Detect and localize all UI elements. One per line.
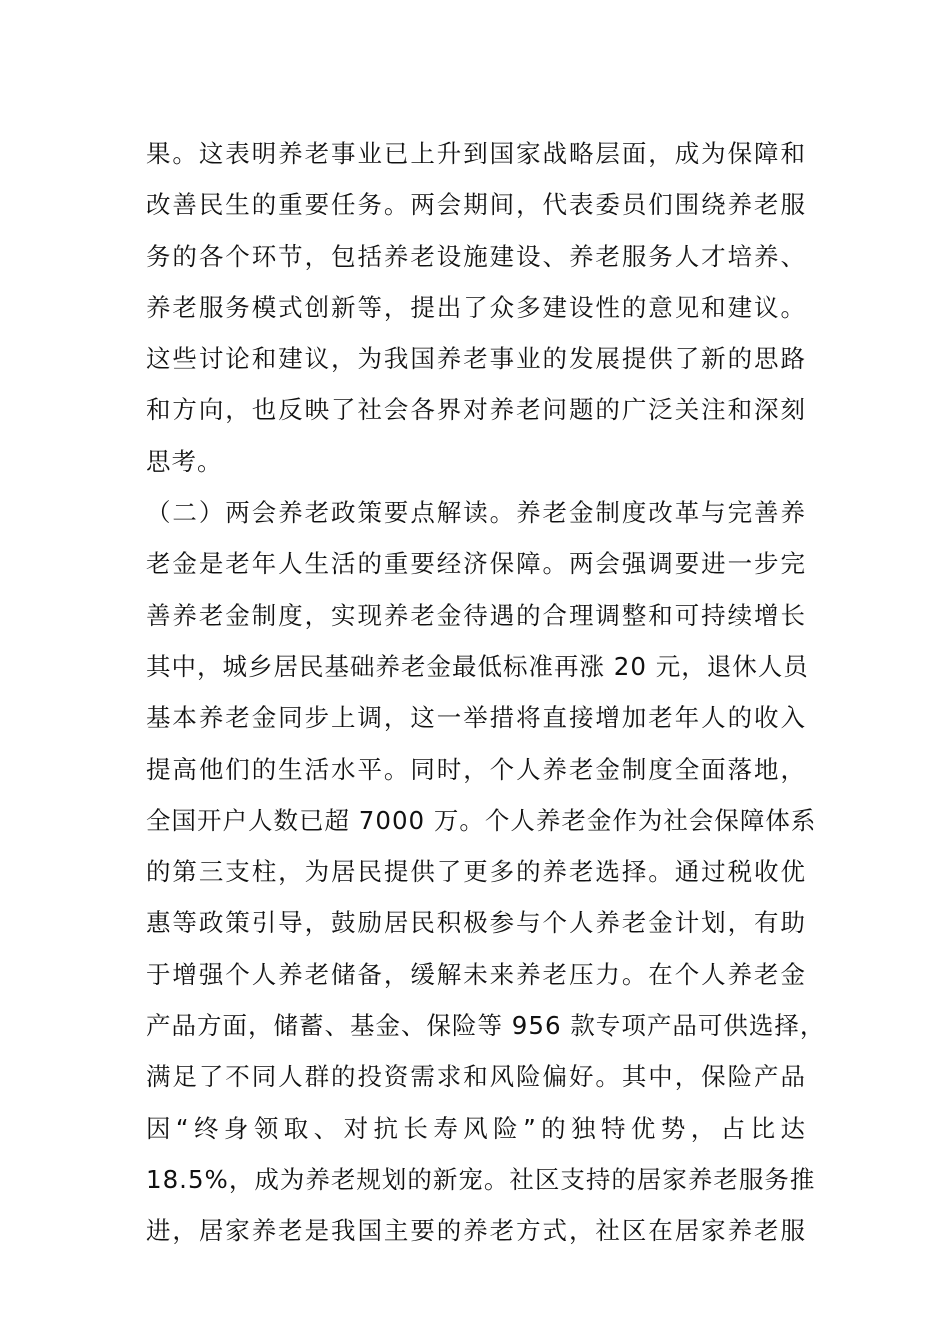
body-text xyxy=(146,128,826,1257)
text-line: 的第三支柱，为居民提供了更多的养老选择。通过税收优 xyxy=(146,857,806,887)
text-line: 善养老金制度，实现养老金待遇的合理调整和可持续增长 xyxy=(146,600,806,630)
section-heading-line: （二）两会养老政策要点解读。养老金制度改革与完善养 xyxy=(146,498,806,528)
text-line: 于增强个人养老储备，缓解未来养老压力。在个人养老金 xyxy=(146,959,806,989)
text-line: 因“终身领取、对抗长寿风险”的独特优势，占比达 xyxy=(146,1113,806,1143)
text-line: 满足了不同人群的投资需求和风险偏好。其中，保险产品 xyxy=(146,1062,806,1092)
text-line: 养老服务模式创新等，提出了众多建设性的意见和建议。 xyxy=(146,292,806,322)
text-line: 全国开户人数已超 7000 万。个人养老金作为社会保障体系 xyxy=(146,805,817,835)
text-line: 基本养老金同步上调，这一举措将直接增加老年人的收入 xyxy=(146,703,806,733)
text-line: 进，居家养老是我国主要的养老方式，社区在居家养老服 xyxy=(146,1216,806,1246)
text-line: 提高他们的生活水平。同时，个人养老金制度全面落地， xyxy=(146,754,806,784)
text-line: 这些讨论和建议，为我国养老事业的发展提供了新的思路 xyxy=(146,344,806,374)
text-line: 18.5%，成为养老规划的新宠。社区支持的居家养老服务推 xyxy=(146,1164,816,1194)
text-line: 果。这表明养老事业已上升到国家战略层面，成为保障和 xyxy=(146,139,806,168)
text-line: 老金是老年人生活的重要经济保障。两会强调要进一步完 xyxy=(146,549,806,579)
text-line: 改善民生的重要任务。两会期间，代表委员们围绕养老服 xyxy=(146,190,806,220)
text-line: 其中，城乡居民基础养老金最低标准再涨 20 元，退休人员 xyxy=(146,651,809,681)
text-line: 和方向，也反映了社会各界对养老问题的广泛关注和深刻 xyxy=(146,395,806,425)
text-line: 思考。 xyxy=(146,446,223,476)
text-line: 惠等政策引导，鼓励居民积极参与个人养老金计划，有助 xyxy=(146,908,806,938)
text-line: 产品方面，储蓄、基金、保险等 956 款专项产品可供选择， xyxy=(146,1011,826,1041)
text-line: 务的各个环节，包括养老设施建设、养老服务人才培养、 xyxy=(146,241,806,271)
